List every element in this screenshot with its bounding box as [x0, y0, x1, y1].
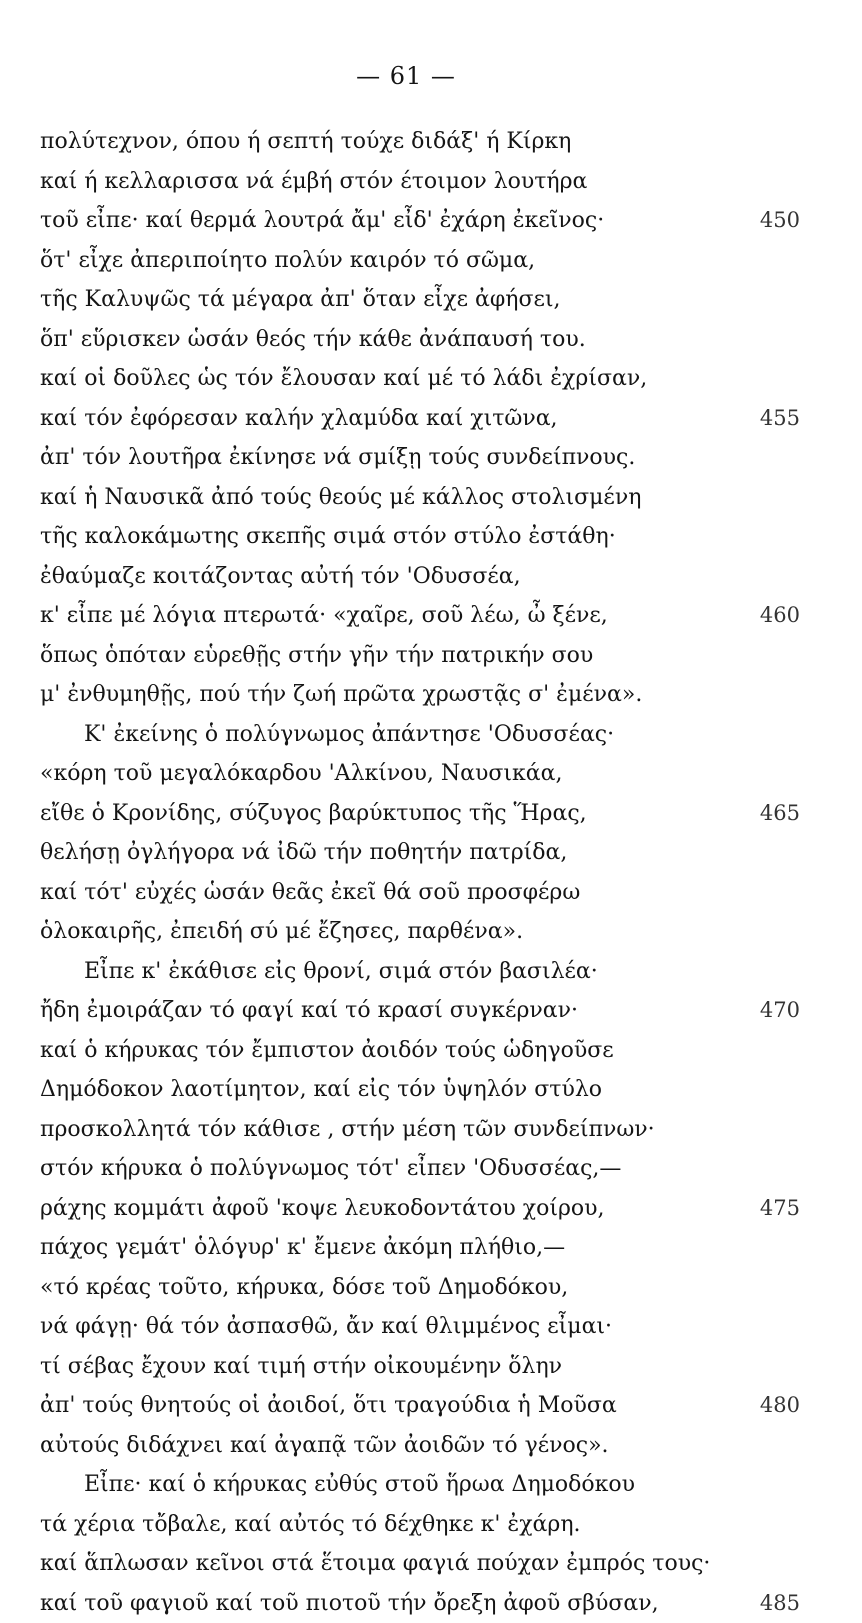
verse-line: [40, 1465, 800, 1505]
verse-line: [40, 280, 800, 320]
verse-text: καί ὁ κήρυκας τόν ἔμπιστον ἀοιδόν τούς ὡδηγοῦσε: [40, 1031, 614, 1071]
verse-text: τῆς καλοκάμωτης σκεπῆς σιμά στόν στύλο ἐστάθη·: [40, 517, 616, 557]
verse-line: [40, 1031, 800, 1071]
verse-line: [40, 596, 800, 636]
verse-line: [40, 359, 800, 399]
verse-line: [40, 320, 800, 360]
line-number: 455: [760, 399, 800, 439]
verse-line: [40, 794, 800, 834]
verse-text: προσκολλητά τόν κάθισε , στήν μέση τῶν συνδείπνων·: [40, 1110, 655, 1150]
verse-text: ἀπ' τόν λουτῆρα ἐκίνησε νά σμίξῃ τούς συνδείπνους.: [40, 438, 635, 478]
verse-line: [40, 1426, 800, 1466]
verse-text: ὁλοκαιρῆς, ἐπειδή σύ μέ ἔζησες, παρθένα».: [40, 912, 523, 952]
verse-text: Εἶπε· καί ὁ κήρυκας εὐθύς στοῦ ἥρωα Δημοδόκου: [40, 1465, 635, 1505]
line-number: 460: [760, 596, 800, 636]
line-number: 470: [760, 991, 800, 1031]
verse-text: ὅτ' εἶχε ἀπεριποίητο πολύν καιρόν τό σῶμα,: [40, 241, 535, 281]
verse-line: [40, 675, 800, 715]
verse-line: [40, 833, 800, 873]
verse-line: [40, 1070, 800, 1110]
verse-line: [40, 1584, 800, 1623]
verse-text: καί οἱ δοῦλες ὡς τόν ἔλουσαν καί μέ τό λάδι ἐχρίσαν,: [40, 359, 647, 399]
verse-line: [40, 399, 800, 439]
verse-line: [40, 557, 800, 597]
verse-text: καί ή κελλαρισσα νά έμβή στόν έτοιμον λουτήρα: [40, 162, 587, 202]
verse-line: [40, 478, 800, 518]
verse-text: στόν κήρυκα ὁ πολύγνωμος τότ' εἶπεν 'Οδυσσέας,—: [40, 1149, 621, 1189]
verse-text: ὅπ' εὕρισκεν ὡσάν θεός τήν κάθε ἀνάπαυσή του.: [40, 320, 586, 360]
verse-line: [40, 952, 800, 992]
verse-text: ράχης κομμάτι ἀφοῦ 'κοψε λευκοδοντάτου χοίρου,: [40, 1189, 605, 1229]
verse-text: ἀπ' τούς θνητούς οἱ ἀοιδοί, ὅτι τραγούδια ἡ Μοῦσα: [40, 1386, 617, 1426]
page-number: — 61 —: [0, 62, 812, 90]
verse-text: τά χέρια τὄβαλε, καί αὐτός τό δέχθηκε κ' ἐχάρη.: [40, 1505, 581, 1545]
verse-line: [40, 636, 800, 676]
verse-line: [40, 1268, 800, 1308]
verse-text: τοῦ εἶπε· καί θερμά λουτρά ἄμ' εἶδ' ἐχάρη ἐκεῖνος·: [40, 201, 604, 241]
line-number: 475: [760, 1189, 800, 1229]
verse-text: καί ἅπλωσαν κεῖνοι στά ἕτοιμα φαγιά πούχαν ἐμπρός τους·: [40, 1544, 710, 1584]
verse-text: εἴθε ὁ Κρονίδης, σύζυγος βαρύκτυπος τῆς Ἥρας,: [40, 794, 587, 834]
verse-text: τί σέβας ἔχουν καί τιμή στήν οἰκουμένην ὅλην: [40, 1347, 562, 1387]
verse-line: [40, 991, 800, 1031]
verse-line: [40, 241, 800, 281]
verse-text: νά φάγῃ· θά τόν ἀσπασθῶ, ἄν καί θλιμμένος εἶμαι·: [40, 1307, 612, 1347]
verse-text: πάχος γεμάτ' ὁλόγυρ' κ' ἔμενε ἀκόμη πλήθιο,—: [40, 1228, 565, 1268]
verse-text: Εἶπε κ' ἐκάθισε εἰς θρονί, σιμά στόν βασιλέα·: [40, 952, 598, 992]
verse-line: [40, 1189, 800, 1229]
verse-line: [40, 715, 800, 755]
verse-line: [40, 201, 800, 241]
verse-text: καί ἡ Ναυσικᾶ ἀπό τούς θεούς μέ κάλλος στολισμένη: [40, 478, 641, 518]
line-number: 485: [760, 1584, 800, 1623]
verse-text: ἐθαύμαζε κοιτάζοντας αὐτή τόν 'Οδυσσέα,: [40, 557, 521, 597]
verse-text: ὅπως ὁπόταν εὑρεθῇς στήν γῆν τήν πατρικήν σου: [40, 636, 593, 676]
verse-line: [40, 1505, 800, 1545]
verse-text: θελήσῃ ὀγλήγορα νά ἰδῶ τήν ποθητήν πατρίδα,: [40, 833, 567, 873]
verse-text: τῆς Καλυψῶς τά μέγαρα ἀπ' ὅταν εἶχε ἀφήσει,: [40, 280, 561, 320]
verse-line: [40, 1307, 800, 1347]
verse-text: αὐτούς διδάχνει καί ἀγαπᾷ τῶν ἀοιδῶν τό γένος».: [40, 1426, 609, 1466]
line-number: 465: [760, 794, 800, 834]
verse-text: πολύτεχνον, όπου ή σεπτή τούχε διδάξ' ή Κίρκη: [40, 122, 571, 162]
verse-text: μ' ἐνθυμηθῇς, πού τήν ζωή πρῶτα χρωστᾷς σ' ἐμένα».: [40, 675, 642, 715]
verse-line: [40, 912, 800, 952]
verse-line: [40, 438, 800, 478]
verse-text: ἤδη ἐμοιράζαν τό φαγί καί τό κρασί συγκέρναν·: [40, 991, 578, 1031]
verse-text: κ' εἶπε μέ λόγια πτερωτά· «χαῖρε, σοῦ λέω, ὦ ξένε,: [40, 596, 608, 636]
verse-text: «κόρη τοῦ μεγαλόκαρδου 'Αλκίνου, Ναυσικάα,: [40, 754, 562, 794]
verse-line: [40, 122, 800, 162]
verse-line: [40, 754, 800, 794]
verse-text: Δημόδοκον λαοτίμητον, καί εἰς τόν ὑψηλόν στύλο: [40, 1070, 602, 1110]
verse-line: [40, 1386, 800, 1426]
verse-text: καί τότ' εὐχές ὡσάν θεᾶς ἐκεῖ θά σοῦ προσφέρω: [40, 873, 580, 913]
line-number: 480: [760, 1386, 800, 1426]
verse-text: καί τοῦ φαγιοῦ καί τοῦ πιοτοῦ τήν ὄρεξη ἀφοῦ σβύσαν,: [40, 1584, 659, 1623]
verse-text: καί τόν ἐφόρεσαν καλήν χλαμύδα καί χιτῶνα,: [40, 399, 558, 439]
verse-text: «τό κρέας τοῦτο, κήρυκα, δόσε τοῦ Δημοδόκου,: [40, 1268, 568, 1308]
verse-line: [40, 873, 800, 913]
verse-line: [40, 517, 800, 557]
poem-text: [40, 122, 800, 1623]
verse-line: [40, 1110, 800, 1150]
verse-line: [40, 1149, 800, 1189]
verse-line: [40, 1228, 800, 1268]
verse-line: [40, 162, 800, 202]
verse-line: [40, 1544, 800, 1584]
verse-text: Κ' ἐκείνης ὁ πολύγνωμος ἀπάντησε 'Οδυσσέας·: [40, 715, 614, 755]
line-number: 450: [760, 201, 800, 241]
verse-line: [40, 1347, 800, 1387]
